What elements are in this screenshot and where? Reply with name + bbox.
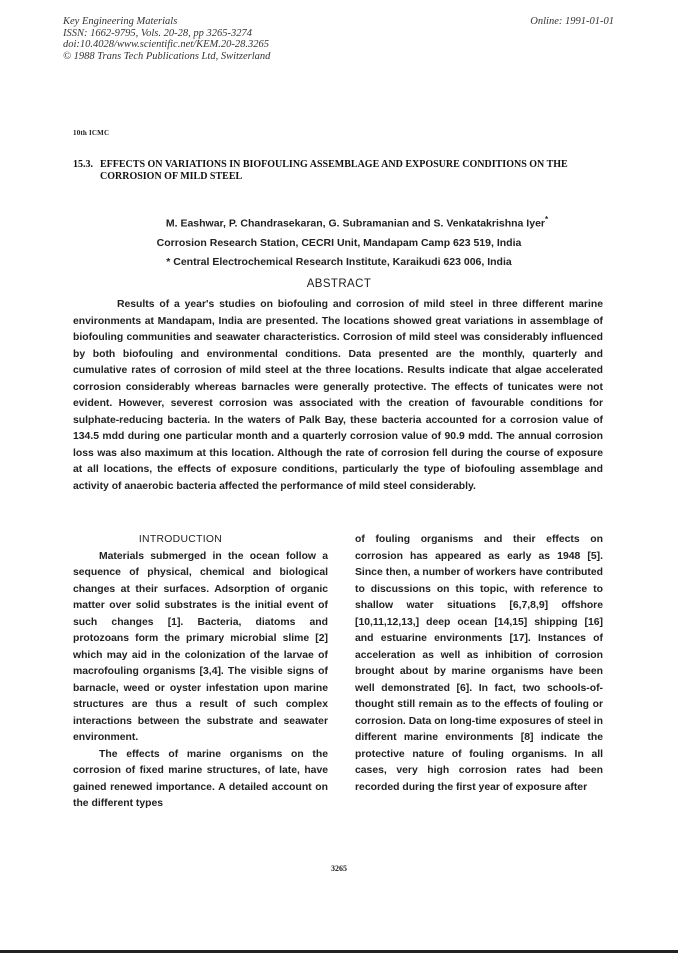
abstract-text: Results of a year's studies on biofouling and corrosion of mild steel in three different marine environments at Mandapam, India are presented. The locations showed great variations in assemblage of biofouling communities and seawater characteristics. Corrosion of mild steel was considerably influenced by both biofouling and environmental conditions. Data presented are the monthly, quarterly and cumulative rates of corrosion of mild steel at the three locations. Results indicate that algae accelerated corrosion considerably whereas barnacles were generally protective. The effects of tunicates were not evident. However, severest corrosion was associated with the creation of favourable conditions for sulphate-reducing bacteria. In the waters of Palk Bay, these bacteria accounted for a corrosion value of 134.5 mdd during one particular month and a quarterly corrosion value of 90.9 mdd. The annual corrosion loss was also maximum at this location. Although the rate of corrosion fell during the course of exposure at all locations, the effects of exposure conditions, particularly the type of biofouling assemblage and activity of anaerobic bacteria affected the performance of mild steel considerably.: [73, 299, 603, 492]
section-number: 15.3.: [73, 159, 93, 170]
journal-name: Key Engineering Materials: [63, 16, 178, 27]
issn-line: ISSN: 1662-9795, Vols. 20-28, pp 3265-3274: [63, 27, 252, 39]
author-names: M. Eashwar, P. Chandrasekaran, G. Subramanian and S. Venkatakrishna Iyer: [165, 217, 545, 230]
author-line: [0, 210, 678, 234]
intro-paragraph-2: The effects of marine organisms on the corrosion of fixed marine structures, of late, have gained renewed importance. A detailed account on the different types: [73, 748, 328, 809]
intro-paragraph-1: Materials submerged in the ocean follow a sequence of physical, chemical and biological changes at their surfaces. Adsorption of organic matter over solid substrates is the initial event of such changes [1]. Bacteria, diatoms and protozoans form the primary microbial slime [2] which may aid in the colonization of the larvae of macrofouling organisms [3,4]. The visible signs of barnacle, weed or oyster infestation upon marine structures are thus a result of such complex interactions between the substrate and seawater environment.: [73, 550, 328, 743]
intro-paragraph-continued: of fouling organisms and their effects on corrosion has appeared as early as 1948 [5]. Since then, a number of workers have contributed to discussions on this topic, with reference to shallow water situations [6,7,8,9] offshore [10,11,12,13,] deep ocean [14,15] shipping [16] and estuarine environments [17]. Instances of acceleration as well as inhibition of corrosion brought about by marine organisms have been well demonstrated [6]. In fact, two schools-of-thought still remain as to the effects of fouling or corrosion. Data on long-time exposures of steel in different marine environments [8] indicate the protective nature of fouling organisms. In all cases, very high corrosion rates had been recorded during the first year of exposure after: [355, 534, 603, 793]
page-number: 3265: [331, 864, 347, 873]
bottom-rule: [0, 950, 678, 953]
copyright-line: © 1988 Trans Tech Publications Ltd, Switzerland: [63, 50, 271, 62]
online-date: Online: 1991-01-01: [530, 16, 614, 27]
author-marker: *: [545, 215, 549, 224]
conference-label: 10th ICMC: [73, 129, 110, 137]
introduction-heading: INTRODUCTION: [138, 534, 223, 545]
affiliation: Corrosion Research Station, CECRI Unit, Mandapam Camp 623 519, India: [156, 236, 522, 249]
abstract-heading: ABSTRACT: [306, 278, 372, 290]
journal-meta: [63, 16, 270, 62]
author-block: [0, 210, 678, 272]
central-affiliation: * Central Electrochemical Research Institute, Karaikudi 623 006, India: [166, 255, 512, 268]
left-column: [73, 532, 328, 813]
doi-line: doi:10.4028/www.scientific.net/KEM.20-28.3265: [63, 39, 269, 51]
right-column: [355, 532, 603, 796]
title-text: EFFECTS ON VARIATIONS IN BIOFOULING ASSEMBLAGE AND EXPOSURE CONDITIONS ON THE CORROSION OF MILD STEEL: [100, 159, 568, 182]
paper-title: [73, 159, 613, 183]
